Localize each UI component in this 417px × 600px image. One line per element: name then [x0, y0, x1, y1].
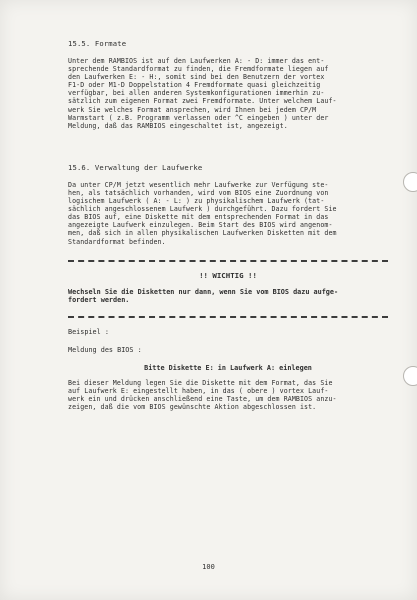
page-content [68, 39, 388, 411]
text-line: das BIOS auf, eine Diskette mit dem entsprechenden Format in das [68, 213, 329, 222]
text-line: F1-D oder M1-D Doppelstation 4 Fremdformate quasi gleichzeitig [68, 81, 321, 90]
text-line: Da unter CP/M jetzt wesentlich mehr Laufwerke zur Verfügung ste- [68, 180, 329, 189]
punch-hole-bottom [403, 366, 417, 386]
text-line: hen, als tatsächlich vorhanden, wird vom BIOS eine Zuordnung von [68, 188, 329, 197]
section-heading-formate: 15.5. Formate [68, 39, 127, 48]
section-heading-laufwerke: 15.6. Verwaltung der Laufwerke [68, 162, 203, 172]
text-line: Bei dieser Meldung legen Sie die Diskette mit dem Format, das Sie [68, 379, 333, 387]
text-line: sätzlich zum eigenen Format zwei Fremdformate. Unter welchem Lauf- [68, 97, 337, 106]
bios-message: Bitte Diskette E: in Laufwerk A: einlegen [144, 364, 312, 372]
example-label: Beispiel : [68, 328, 109, 336]
text-line: angezeigte Laufwerk einzulegen. Beim Start des BIOS wird angenom- [68, 221, 333, 230]
punch-hole-top [403, 172, 417, 192]
warning-title: !! WICHTIG !! [199, 270, 257, 280]
text-line: Standardformat befinden. [68, 237, 166, 246]
dashed-divider-top [68, 260, 388, 262]
warning-line: Wechseln Sie die Disketten nur dann, wenn Sie vom BIOS dazu aufge- [68, 287, 339, 296]
text-line: sächlich angeschlossenem Laufwerk ) durchgeführt. Dazu fordert Sie [68, 205, 337, 214]
page-number: 100 [202, 563, 215, 571]
text-line: Warmstart ( z.B. Programm verlassen oder ^C eingeben ) unter der [68, 113, 329, 122]
text-line: logischem Laufwerk ( A: - L: ) zu physikalischem Laufwerk (tat- [68, 197, 325, 206]
section-paragraph-laufwerke [68, 181, 388, 246]
text-line: Unter dem RAMBIOS ist auf den Laufwerken A: - D: immer das ent- [68, 57, 325, 65]
text-line: werk Sie welches Format ansprechen, wird Ihnen bei jedem CP/M [68, 105, 317, 114]
text-line: den Laufwerken E: - H:, somit sind bei den Benutzern der vortex [68, 73, 325, 82]
bios-message-label: Meldung des BIOS : [68, 346, 142, 354]
text-line: auf Laufwerk E: eingestellt haben, in das ( obere ) vortex Lauf- [68, 387, 329, 396]
text-line: verfügbar, bei allen anderen Systemkonfigurationen immerhin zu- [68, 89, 325, 98]
text-line: werk ein und drücken anschließend eine Taste, um dem RAMBIOS anzu- [68, 395, 337, 404]
warning-text [68, 288, 388, 304]
warning-line: fordert werden. [68, 295, 130, 304]
text-line: men, daß sich in allen physikalischen Laufwerken Disketten mit dem [68, 229, 337, 238]
section-paragraph-formate [68, 57, 388, 130]
text-line: zeigen, daß die vom BIOS gewünschte Aktion abgeschlossen ist. [68, 403, 317, 412]
text-line: sprechende Standardformat zu finden, die Fremdformate liegen auf [68, 65, 329, 74]
text-line: Meldung, daß das RAMBIOS eingeschaltet ist, angezeigt. [68, 121, 288, 130]
example-paragraph [68, 379, 388, 411]
